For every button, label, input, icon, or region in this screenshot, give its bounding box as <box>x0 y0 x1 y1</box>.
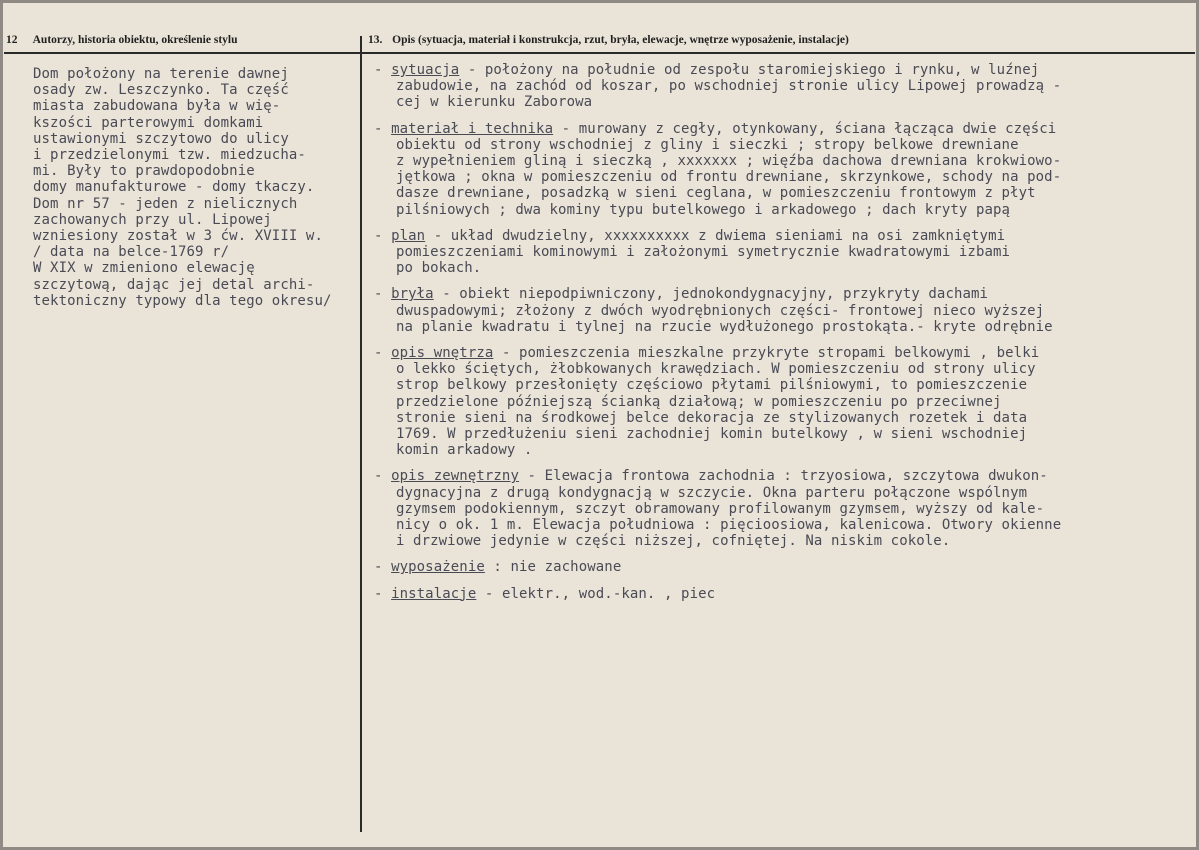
history-line: Dom nr 57 - jeden z nielicznych <box>33 195 298 212</box>
section-line: z wypełnieniem gliną i sieczką , xxxxxxx ; więźba dachowa drewniana krokwiowo- <box>396 153 1062 170</box>
right-header-title: Opis (sytuacja, materiał i konstrukcja, rzut, bryła, elewacje, wnętrze wyposażenie, instalacje) <box>392 34 849 46</box>
section-label: wyposażenie <box>391 559 485 576</box>
history-line: zachowanych przy ul. Lipowej <box>33 211 272 228</box>
history-line: i przedzielonymi tzw. miedzucha- <box>33 147 306 164</box>
section-dash: - <box>374 120 383 137</box>
section-wyposazenie <box>374 559 1189 575</box>
history-line: szczytową, dając jej detal archi- <box>33 276 315 293</box>
history-line: wzniesiony został w 3 ćw. XVIII w. <box>33 228 323 245</box>
left-header-title: Autorzy, historia obiektu, określenie stylu <box>32 34 238 46</box>
section-line: po bokach. <box>396 260 482 277</box>
section-line: - Elewacja frontowa zachodnia : trzyosiowa, szczytowa dwukon- <box>519 468 1048 485</box>
section-line: dasze drewniane, posadzką w sieni ceglana, w pomieszczeniu frontowym z płyt <box>396 185 1036 202</box>
left-header-number: 12 <box>6 34 18 46</box>
history-line: / data na belce-1769 r/ <box>33 244 230 261</box>
section-dash: - <box>374 62 383 78</box>
section-label: plan <box>391 227 426 244</box>
section-line: dwuspadowymi; złożony z dwóch wyodrębnionych części- frontowej nieco wyższej <box>396 302 1045 319</box>
section-opis-wnetrza <box>374 345 1189 458</box>
section-line: - układ dwudzielny, xxxxxxxxxx z dwiema sieniami na osi zamkniętymi <box>425 227 1006 244</box>
section-line: gzymsem podokiennym, szczyt obramowany profilowanym gzymsem, wyższy od kale- <box>396 500 1045 517</box>
history-line: Dom położony na terenie dawnej <box>33 66 289 82</box>
section-line: o lekko ściętych, żłobkowanych krawędziach. W pomieszczeniu od strony ulicy <box>396 361 1036 378</box>
header-divider <box>4 52 1195 54</box>
history-line: miasta zabudowana była w wię- <box>33 98 281 115</box>
history-line: ustawionymi szczytowo do ulicy <box>33 130 289 147</box>
section-line: cej w kierunku Zaborowa <box>396 94 593 111</box>
section-line: - elektr., wod.-kan. , piec <box>476 585 716 602</box>
card-border-top <box>0 0 1199 3</box>
section-label: sytuacja <box>391 62 460 78</box>
section-line: przedzielone późniejszą ścianką działową; w pomieszczeniu po przeciwnej <box>396 393 1002 410</box>
section-instalacje <box>374 586 1189 602</box>
card-border-left <box>0 0 3 850</box>
section-line: 1769. W przedłużeniu sieni zachodniej komin butelkowy , w sieni wschodniej <box>396 426 1028 443</box>
section-bryla <box>374 286 1189 335</box>
column-divider <box>360 36 362 832</box>
section-plan <box>374 228 1189 277</box>
section-line: dygnacyjna z drugą kondygnacją w szczycie. Okna parteru połączone wspólnym <box>396 484 1028 501</box>
section-line: obiektu od strony wschodniej z gliny i sieczki ; stropy belkowe drewniane <box>396 136 1019 153</box>
history-line: tektoniczny typowy dla tego okresu/ <box>33 292 332 309</box>
section-label: opis wnętrza <box>391 345 494 362</box>
section-dash: - <box>374 345 383 362</box>
section-sytuacja <box>374 62 1189 111</box>
section-line: - położony na południe od zespołu staromiejskiego i rynku, w luźnej <box>459 62 1040 78</box>
section-line: strop belkowy przesłonięty częściowo płytami pilśniowymi, to pomieszczenie <box>396 377 1028 394</box>
section-dash: - <box>374 286 383 303</box>
section-dash: - <box>374 227 383 244</box>
history-line: kszości parterowymi domkami <box>33 114 264 131</box>
history-line: mi. Były to prawdopodobnie <box>33 163 255 180</box>
section-label: instalacje <box>391 585 477 602</box>
right-header-number: 13. <box>368 34 383 46</box>
section-line: - murowany z cegły, otynkowany, ściana łącząca dwie części <box>553 120 1057 137</box>
history-line: domy manufakturowe - domy tkaczy. <box>33 179 315 196</box>
left-header <box>6 34 238 46</box>
right-header <box>368 34 849 46</box>
section-line: stronie sieni na środkowej belce dekoracja ze stylizowanych rozetek i data <box>396 409 1028 426</box>
section-dash: - <box>374 559 383 576</box>
section-material <box>374 121 1189 218</box>
section-line: - pomieszczenia mieszkalne przykryte stropami belkowymi , belki <box>493 345 1040 362</box>
section-line: jętkowa ; okna w pomieszczeniu od frontu drewniane, skrzynkowe, schody na pod- <box>396 169 1062 186</box>
history-text <box>33 66 332 309</box>
section-line: zabudowie, na zachód od koszar, po wschodniej stronie ulicy Lipowej prowadzą - <box>396 78 1062 95</box>
history-line: osady zw. Leszczynko. Ta część <box>33 82 289 99</box>
section-line: pilśniowych ; dwa kominy typu butelkowego i arkadowego ; dach kryty papą <box>396 201 1011 218</box>
section-line: i drzwiowe jedynie w części niższej, cofniętej. Na niskim cokole. <box>396 533 951 550</box>
section-dash: - <box>374 468 383 485</box>
section-opis-zewnetrzny <box>374 468 1189 549</box>
section-label: opis zewnętrzny <box>391 468 519 485</box>
section-dash: - <box>374 585 383 602</box>
description-text <box>374 62 1189 612</box>
section-line: na planie kwadratu i tylnej na rzucie wydłużonego prostokąta.- kryte odrębnie <box>396 318 1053 335</box>
section-line: komin arkadowy . <box>396 442 533 459</box>
section-line: - obiekt niepodpiwniczony, jednokondygnacyjny, przykryty dachami <box>433 286 989 303</box>
section-line: pomieszczeniami kominowymi i założonymi symetrycznie kwadratowymi izbami <box>396 244 1011 261</box>
section-label: materiał i technika <box>391 120 554 137</box>
section-line: nicy o ok. 1 m. Elewacja południowa : pięcioosiowa, kalenicowa. Otwory okienne <box>396 517 1062 534</box>
section-line: : nie zachowane <box>484 559 622 576</box>
section-label: bryła <box>391 286 434 303</box>
history-line: W XIX w zmieniono elewację <box>33 260 255 277</box>
